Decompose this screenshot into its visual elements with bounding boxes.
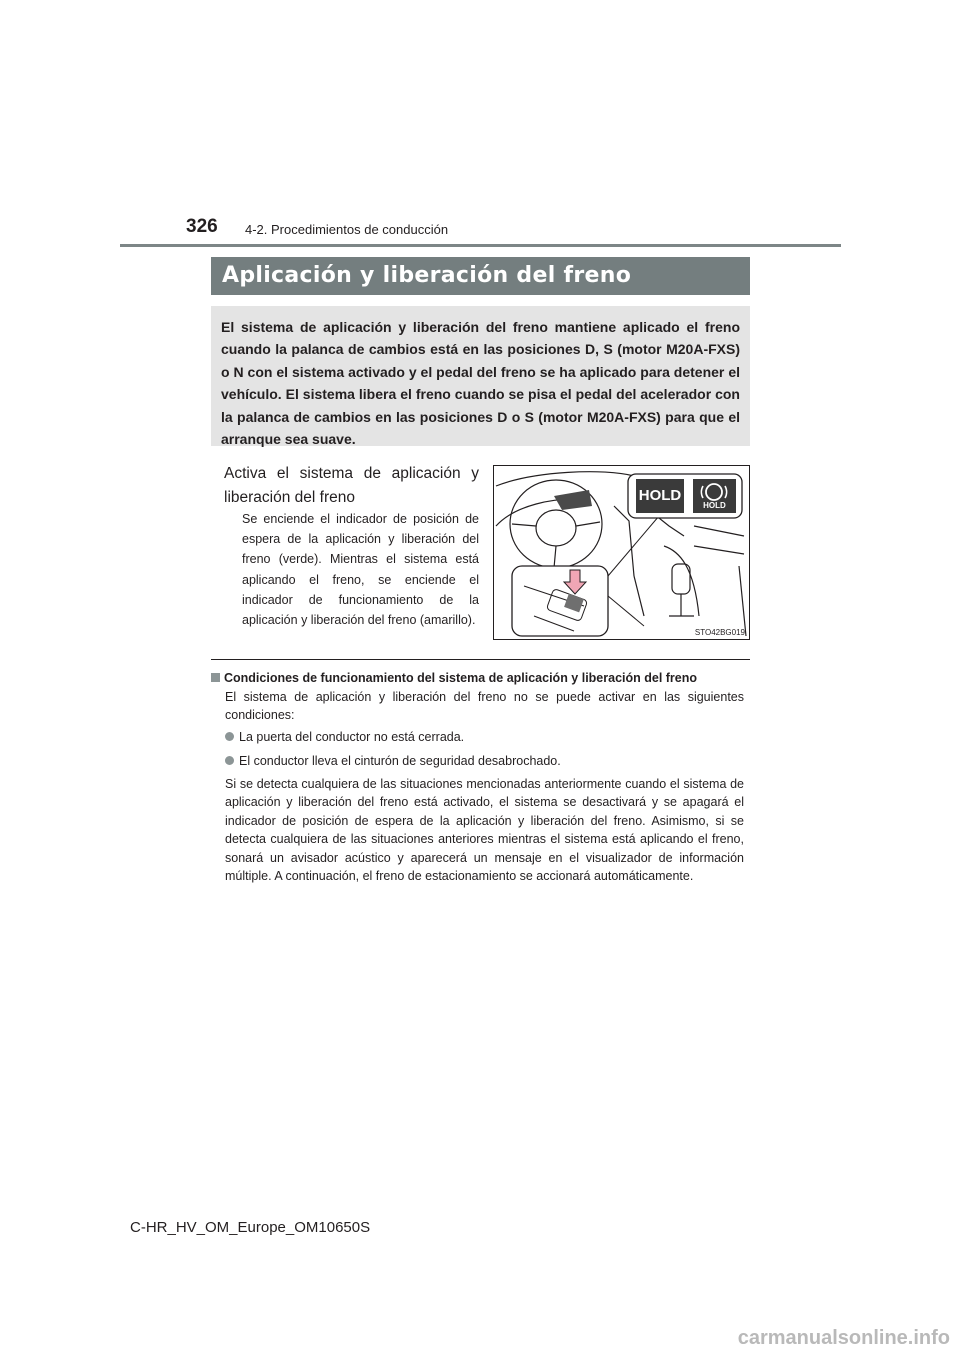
figure-code: STO42BG019: [694, 628, 745, 637]
circle-bullet-icon: [225, 732, 234, 741]
step-description: Se enciende el indicador de posición de espera de la aplicación y liberación del freno (verde). Mientras el sistema está aplicando el freno, se enciende el indicador de funcionamiento de la aplicación y liberación del freno (amarillo).: [242, 512, 479, 628]
page-number: 326: [186, 216, 218, 237]
divider: [211, 659, 750, 660]
conditions-intro: El sistema de aplicación y liberación del freno no se puede activar en las siguientes condiciones:: [225, 690, 744, 723]
list-item-text: El conductor lleva el cinturón de seguridad desabrochado.: [239, 754, 561, 768]
summary-box: El sistema de aplicación y liberación del freno mantiene aplicado el freno cuando la palanca de cambios está en las posiciones D, S (motor M20A-FXS) o N con el sistema activado y el pedal del freno se ha aplicado para detener el vehículo. El sistema libera el freno cuando se pisa el pedal del acelerador con la palanca de cambios en las posiciones D o S (motor M20A-FXS) para que el arranque sea suave.: [211, 306, 750, 446]
header-rule: [120, 244, 841, 247]
section-title: 4-2. Procedimientos de conducción: [245, 222, 449, 237]
footer-doc-id: C-HR_HV_OM_Europe_OM10650S: [130, 1219, 371, 1236]
page-title: Aplicación y liberación del freno: [211, 257, 750, 295]
list-item-text: La puerta del conductor no está cerrada.: [239, 730, 465, 744]
conditions-heading-text: Condiciones de funcionamiento del sistema de aplicación y liberación del freno: [224, 671, 698, 685]
dashboard-illustration: [493, 465, 750, 640]
watermark: carmanualsonline.info: [737, 1327, 950, 1349]
list-item: [225, 752, 744, 770]
brake-hold-indicator-label: HOLD: [703, 501, 726, 510]
hold-indicator: HOLD: [638, 487, 682, 504]
step-heading: Activa el sistema de aplicación y liberación del freno: [224, 465, 479, 506]
dashboard-drawing: [494, 466, 749, 639]
square-bullet-icon: [211, 673, 220, 682]
circle-bullet-icon: [225, 756, 234, 765]
conditions-heading: [211, 669, 756, 687]
list-item: [225, 728, 744, 746]
conditions-closing: Si se detecta cualquiera de las situaciones mencionadas anteriormente cuando el sistema de aplicación y liberación del freno está activado, el sistema se desactivará y se apagará el indicador de posición de espera de la aplicación y liberación del freno. Asimismo, si se detecta cualquiera de las situaciones anteriores mientras el sistema está aplicando el freno, sonará un avisador acústico y aparecerá un mensaje en el visualizador de información múltiple. A continuación, el freno de estacionamiento se accionará automáticamente.: [225, 777, 744, 884]
